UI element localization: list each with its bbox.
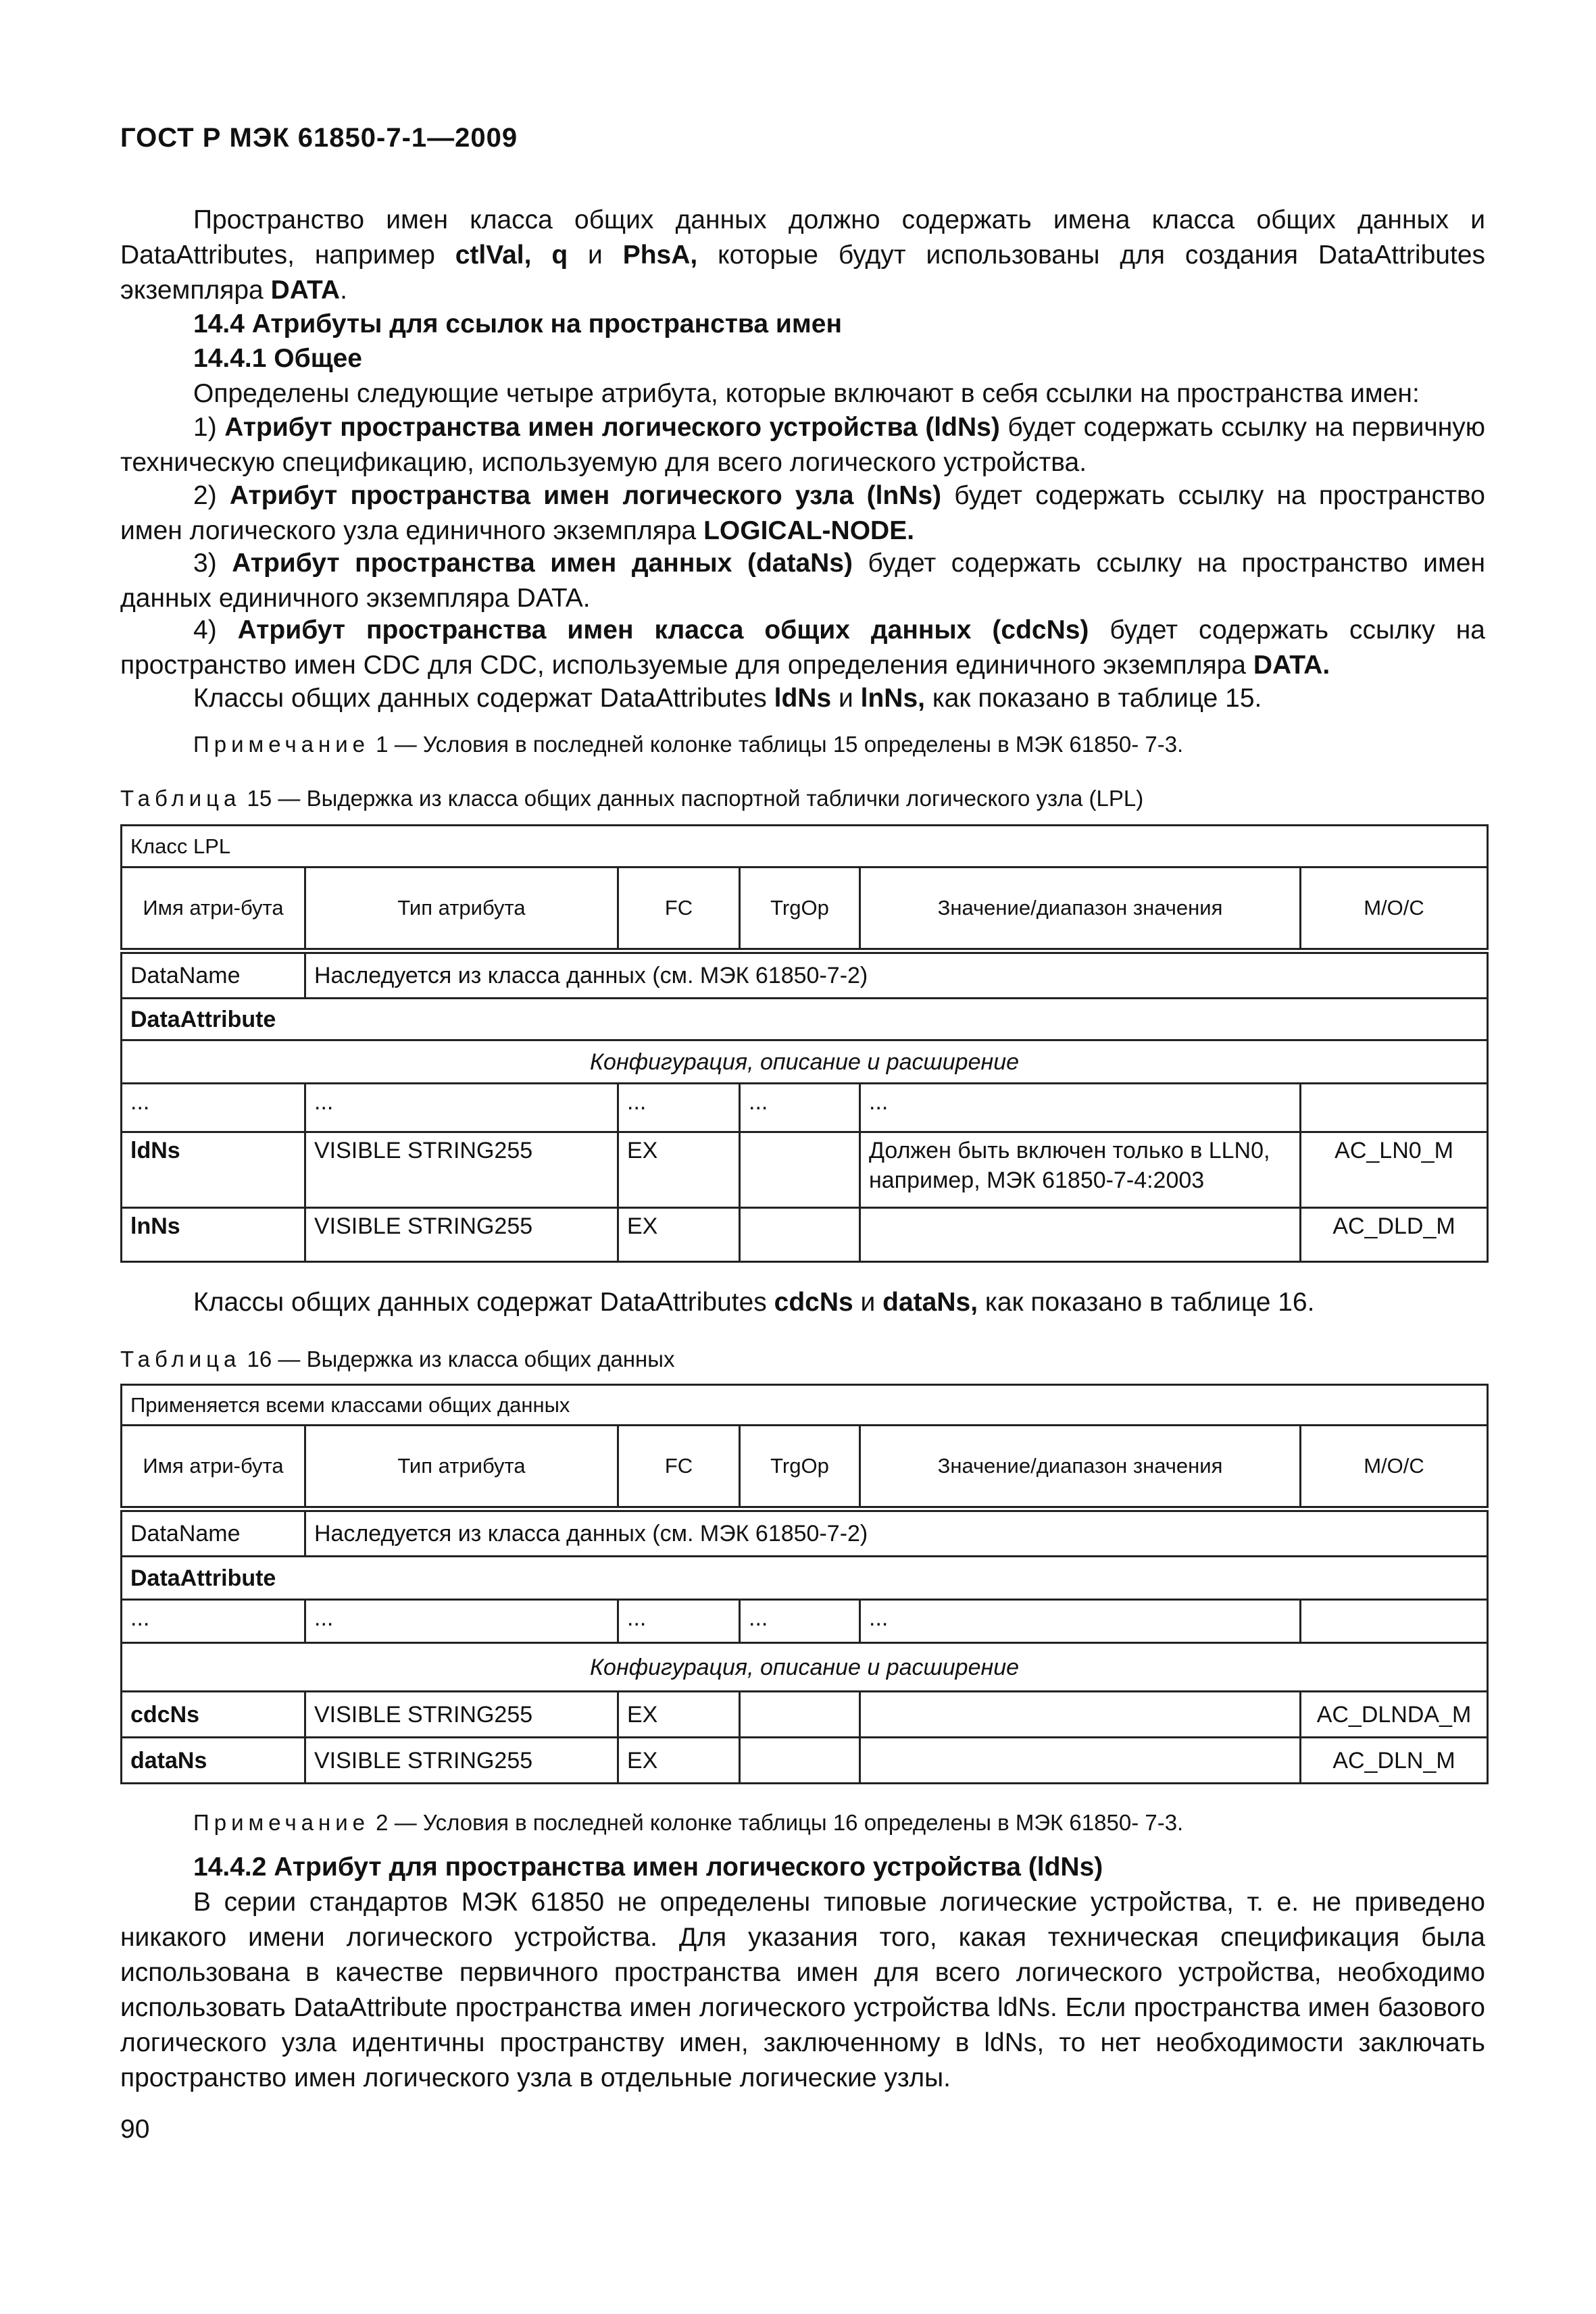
note-label: Примечание: [193, 732, 370, 757]
cell: DataName: [122, 1509, 305, 1557]
cell: ...: [618, 1600, 740, 1643]
page-number: 90: [120, 2115, 150, 2144]
table-title: Применяется всеми классами общих данных: [122, 1385, 1488, 1426]
col-header-name: Имя атри-бута: [122, 1426, 305, 1509]
bold-text: cdcNs: [774, 1288, 853, 1317]
text: и: [568, 241, 623, 270]
table-row: [122, 999, 1488, 1040]
text: 4): [193, 615, 238, 645]
cell: ...: [305, 1600, 618, 1643]
cell: Должен быть включен только в LLN0, например, МЭК 61850-7-4:2003: [860, 1132, 1301, 1208]
table-16: [120, 1384, 1489, 1784]
table-header-row: [122, 1426, 1488, 1509]
bold-text: Атрибут пространства имен логического узла (lnNs): [229, 481, 942, 510]
cell: VISIBLE STRING255: [305, 1738, 618, 1784]
table-15: [120, 824, 1489, 1263]
text: 16 — Выдержка из класса общих данных: [241, 1347, 675, 1372]
table-row: [122, 951, 1488, 999]
cell: [740, 1692, 860, 1738]
text: Классы общих данных содержат DataAttributes: [193, 1288, 774, 1317]
cell: [740, 1132, 860, 1208]
cell: [1301, 1600, 1488, 1643]
cell: [740, 1208, 860, 1262]
table-row: [122, 1132, 1488, 1208]
list-item-4: [120, 613, 1485, 683]
text: 1 — Условия в последней колонке таблицы 15 определены в МЭК 61850- 7-3.: [370, 732, 1184, 757]
col-header-moc: M/O/C: [1301, 867, 1488, 951]
text: 2 — Условия в последней колонке таблицы 16 определены в МЭК 61850- 7-3.: [370, 1810, 1184, 1835]
cell: [1301, 1084, 1488, 1132]
cell: cdcNs: [122, 1692, 305, 1738]
text: будет содержать ссылку на первичную техническую спецификацию, используемую для всего логического устройства.: [120, 413, 1486, 477]
cell: [740, 1738, 860, 1784]
bold-text: Атрибут пространства имен данных (dataNs): [232, 549, 853, 578]
text: 1): [193, 413, 225, 442]
text: Классы общих данных содержат DataAttributes: [193, 684, 774, 713]
cell: dataNs: [122, 1738, 305, 1784]
bold-text: dataNs,: [882, 1288, 978, 1317]
note-1: [193, 730, 1183, 759]
cell: AC_DLNDA_M: [1301, 1692, 1488, 1738]
cell: VISIBLE STRING255: [305, 1692, 618, 1738]
col-header-name: Имя атри-бута: [122, 867, 305, 951]
cell: Конфигурация, описание и расширение: [122, 1643, 1488, 1692]
section-heading-14-4: 14.4 Атрибуты для ссылок на пространства имен: [193, 309, 842, 338]
note-2: [193, 1808, 1183, 1838]
col-header-fc: FC: [618, 867, 740, 951]
text: как показано в таблице 15.: [924, 684, 1262, 713]
note-label: Примечание: [193, 1810, 370, 1835]
cell: EX: [618, 1692, 740, 1738]
bold-text: lnNs,: [860, 684, 925, 713]
caption-label: Таблица: [120, 786, 241, 811]
bold-text: ldNs: [774, 684, 832, 713]
document-header: ГОСТ Р МЭК 61850-7-1—2009: [120, 123, 518, 153]
text: которые будут использованы для создания DataAttributes экземпляра: [120, 241, 1486, 305]
list-item-3: [120, 546, 1485, 616]
paragraph-table15-ref: [120, 681, 1485, 716]
cell: ...: [860, 1084, 1301, 1132]
table16-caption: [120, 1344, 675, 1374]
cell: EX: [618, 1208, 740, 1262]
table-row: [122, 1084, 1488, 1132]
text: и: [853, 1288, 883, 1317]
table-title: Класс LPL: [122, 826, 1488, 867]
cell: DataName: [122, 951, 305, 999]
text: как показано в таблице 16.: [978, 1288, 1315, 1317]
text: и: [831, 684, 861, 713]
table-row: [122, 1643, 1488, 1692]
list-item-2: [120, 478, 1485, 549]
bold-text: Атрибут пространства имен класса общих данных (cdcNs): [237, 615, 1089, 645]
table-title-row: [122, 1385, 1488, 1426]
table-row: [122, 1208, 1488, 1262]
table-row: [122, 1692, 1488, 1738]
col-header-trgop: TrgOp: [740, 867, 860, 951]
cell: ...: [740, 1600, 860, 1643]
cell: Наследуется из класса данных (см. МЭК 61850-7-2): [305, 1509, 1488, 1557]
col-header-value: Значение/диапазон значения: [860, 1426, 1301, 1509]
section-heading-14-4-1: 14.4.1 Общее: [193, 344, 362, 373]
cell: Конфигурация, описание и расширение: [122, 1040, 1488, 1084]
table-title-row: [122, 826, 1488, 867]
cell: AC_LN0_M: [1301, 1132, 1488, 1208]
table-row: [122, 1040, 1488, 1084]
text: .: [340, 276, 347, 305]
list-item-1: [120, 410, 1485, 480]
cell: lnNs: [122, 1208, 305, 1262]
cell: ldNs: [122, 1132, 305, 1208]
cell: EX: [618, 1132, 740, 1208]
table15-caption: [120, 784, 1143, 813]
text: будет содержать ссылку на пространство имен данных единичного экземпляра DATA.: [120, 549, 1485, 613]
cell: ...: [122, 1600, 305, 1643]
col-header-trgop: TrgOp: [740, 1426, 860, 1509]
cell: ...: [860, 1600, 1301, 1643]
cell: VISIBLE STRING255: [305, 1132, 618, 1208]
cell: Наследуется из класса данных (см. МЭК 61850-7-2): [305, 951, 1488, 999]
paragraph-namespace-intro: [120, 203, 1485, 308]
table-header-row: [122, 867, 1488, 951]
cell: [860, 1738, 1301, 1784]
table-row: [122, 1509, 1488, 1557]
col-header-moc: M/O/C: [1301, 1426, 1488, 1509]
section-heading-14-4-2: 14.4.2 Атрибут для пространства имен логического устройства (ldNs): [193, 1853, 1103, 1882]
bold-text: PhsA,: [622, 241, 698, 270]
cell: AC_DLN_M: [1301, 1738, 1488, 1784]
paragraph-table16-ref: [120, 1285, 1485, 1320]
cell: ...: [305, 1084, 618, 1132]
text: 3): [193, 549, 232, 578]
paragraph-ldns-description: В серии стандартов МЭК 61850 не определены типовые логические устройства, т. е. не приведено никакого имени логического устройства. Для указания того, какая техническая спецификация была использована в качестве первичного пространства имен для всего логического устройства, необходимо использовать DataAttribute пространства имен логического устройства ldNs. Если пространства имен базового логического узла идентичны пространству имен, заключенному в ldNs, то нет необходимости заключать пространство имен логического узла в отдельные логические узлы.: [120, 1888, 1485, 2092]
cell: [860, 1208, 1301, 1262]
text: будет содержать ссылку на пространство имен CDC для CDC, используемые для определения единичного экземпляра: [120, 615, 1485, 680]
table-row: [122, 1557, 1488, 1600]
col-header-value: Значение/диапазон значения: [860, 867, 1301, 951]
text: будет содержать ссылку на пространство имен логического узла единичного экземпляра: [120, 481, 1485, 545]
cell: AC_DLD_M: [1301, 1208, 1488, 1262]
text: 15 — Выдержка из класса общих данных паспортной таблички логического узла (LPL): [241, 786, 1144, 811]
bold-text: DATA.: [1253, 651, 1330, 680]
col-header-type: Тип атрибута: [305, 1426, 618, 1509]
text: Пространство имен класса общих данных должно содержать имена класса общих данных и DataAttributes, например: [120, 205, 1485, 270]
col-header-type: Тип атрибута: [305, 867, 618, 951]
paragraph-four-attributes: Определены следующие четыре атрибута, которые включают в себя ссылки на пространства имен:: [193, 379, 1420, 408]
cell: EX: [618, 1738, 740, 1784]
cell: DataAttribute: [122, 1557, 1488, 1600]
cell: [860, 1692, 1301, 1738]
col-header-fc: FC: [618, 1426, 740, 1509]
cell: ...: [122, 1084, 305, 1132]
bold-text: DATA: [270, 276, 341, 305]
text: 2): [193, 481, 230, 510]
table-row: [122, 1600, 1488, 1643]
bold-text: ctlVal, q: [455, 241, 568, 270]
cell: VISIBLE STRING255: [305, 1208, 618, 1262]
caption-label: Таблица: [120, 1347, 241, 1372]
bold-text: Атрибут пространства имен логического устройства (ldNs): [224, 413, 1000, 442]
cell: ...: [740, 1084, 860, 1132]
cell: DataAttribute: [122, 999, 1488, 1040]
cell: ...: [618, 1084, 740, 1132]
bold-text: LOGICAL-NODE.: [703, 516, 915, 545]
table-row: [122, 1738, 1488, 1784]
